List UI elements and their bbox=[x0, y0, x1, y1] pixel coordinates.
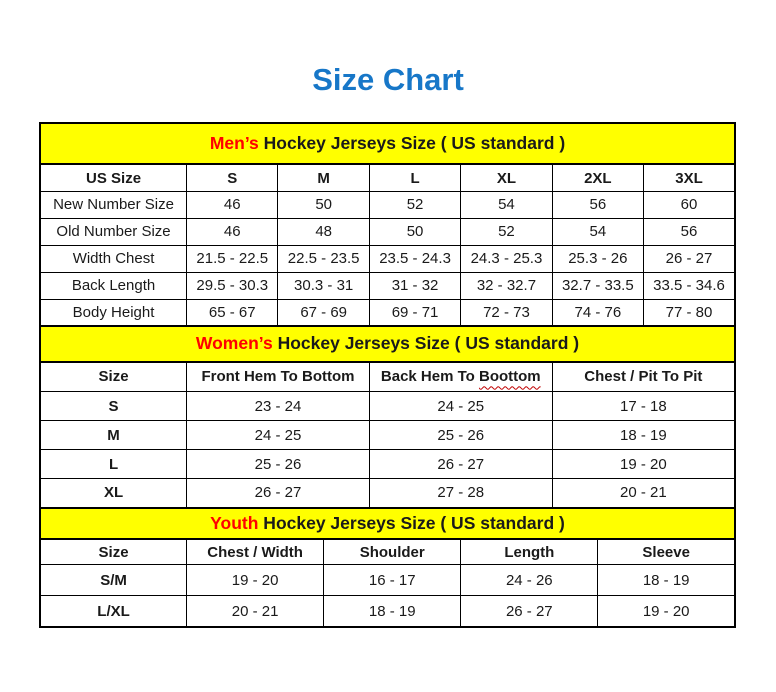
size-value-cell: 77 - 80 bbox=[644, 299, 735, 326]
table-row bbox=[40, 421, 735, 450]
womens-banner bbox=[39, 325, 736, 362]
size-value-cell: 72 - 73 bbox=[461, 299, 552, 326]
row-label: Body Height bbox=[40, 299, 187, 326]
size-value-cell: 50 bbox=[278, 191, 369, 218]
size-value-cell: 46 bbox=[187, 191, 278, 218]
size-chart-tables bbox=[39, 122, 736, 628]
mens-size-table bbox=[39, 163, 736, 327]
table-row bbox=[40, 299, 735, 326]
column-header: 2XL bbox=[552, 164, 643, 191]
mens-banner bbox=[39, 122, 736, 165]
row-label: Back Length bbox=[40, 272, 187, 299]
size-value-cell: 54 bbox=[461, 191, 552, 218]
column-header: Length bbox=[461, 539, 598, 565]
table-row bbox=[40, 479, 735, 508]
size-value-cell: 24 - 25 bbox=[187, 421, 370, 450]
column-header: Size bbox=[40, 539, 187, 565]
size-value-cell: 46 bbox=[187, 218, 278, 245]
size-value-cell: 48 bbox=[278, 218, 369, 245]
size-value-cell: 18 - 19 bbox=[324, 596, 461, 627]
column-header: Size bbox=[40, 362, 187, 392]
size-value-cell: 30.3 - 31 bbox=[278, 272, 369, 299]
size-value-cell: 29.5 - 30.3 bbox=[187, 272, 278, 299]
mens-banner-text: Hockey Jerseys Size ( US standard ) bbox=[258, 133, 566, 153]
size-value-cell: 17 - 18 bbox=[552, 392, 735, 421]
column-header: US Size bbox=[40, 164, 187, 191]
size-value-cell: 18 - 19 bbox=[598, 565, 735, 596]
row-label: S bbox=[40, 392, 187, 421]
column-header: Sleeve bbox=[598, 539, 735, 565]
size-value-cell: 32.7 - 33.5 bbox=[552, 272, 643, 299]
size-value-cell: 19 - 20 bbox=[598, 596, 735, 627]
womens-size-table bbox=[39, 361, 736, 509]
womens-banner-text: Hockey Jerseys Size ( US standard ) bbox=[272, 333, 580, 354]
size-value-cell: 32 - 32.7 bbox=[461, 272, 552, 299]
column-header: 3XL bbox=[644, 164, 735, 191]
row-label: L/XL bbox=[40, 596, 187, 627]
youth-banner-text: Hockey Jerseys Size ( US standard ) bbox=[258, 512, 565, 533]
size-value-cell: 20 - 21 bbox=[187, 596, 324, 627]
size-value-cell: 23 - 24 bbox=[187, 392, 370, 421]
size-value-cell: 33.5 - 34.6 bbox=[644, 272, 735, 299]
size-value-cell: 27 - 28 bbox=[369, 479, 552, 508]
size-value-cell: 20 - 21 bbox=[552, 479, 735, 508]
table-row bbox=[40, 392, 735, 421]
row-label: Old Number Size bbox=[40, 218, 187, 245]
size-value-cell: 50 bbox=[369, 218, 460, 245]
column-header: XL bbox=[461, 164, 552, 191]
size-value-cell: 22.5 - 23.5 bbox=[278, 245, 369, 272]
size-value-cell: 26 - 27 bbox=[369, 450, 552, 479]
header-row bbox=[40, 362, 735, 392]
table-row bbox=[40, 218, 735, 245]
column-header: L bbox=[369, 164, 460, 191]
size-value-cell: 67 - 69 bbox=[278, 299, 369, 326]
size-value-cell: 52 bbox=[369, 191, 460, 218]
size-value-cell: 74 - 76 bbox=[552, 299, 643, 326]
row-label: New Number Size bbox=[40, 191, 187, 218]
row-label: XL bbox=[40, 479, 187, 508]
size-value-cell: 31 - 32 bbox=[369, 272, 460, 299]
column-header: Back Hem To Boottom bbox=[369, 362, 552, 392]
table-row bbox=[40, 450, 735, 479]
table-row bbox=[40, 272, 735, 299]
size-value-cell: 26 - 27 bbox=[187, 479, 370, 508]
size-value-cell: 19 - 20 bbox=[552, 450, 735, 479]
column-header: Shoulder bbox=[324, 539, 461, 565]
size-value-cell: 26 - 27 bbox=[644, 245, 735, 272]
mens-banner-highlight: Men’s bbox=[209, 133, 259, 153]
column-header: Chest / Pit To Pit bbox=[552, 362, 735, 392]
table-row bbox=[40, 191, 735, 218]
size-value-cell: 25 - 26 bbox=[187, 450, 370, 479]
mens-section bbox=[39, 122, 736, 327]
row-label: S/M bbox=[40, 565, 187, 596]
youth-banner bbox=[39, 507, 736, 540]
size-value-cell: 21.5 - 22.5 bbox=[187, 245, 278, 272]
column-header: S bbox=[187, 164, 278, 191]
youth-banner-highlight: Youth bbox=[210, 512, 259, 533]
size-value-cell: 25.3 - 26 bbox=[552, 245, 643, 272]
size-value-cell: 25 - 26 bbox=[369, 421, 552, 450]
size-value-cell: 56 bbox=[552, 191, 643, 218]
size-value-cell: 16 - 17 bbox=[324, 565, 461, 596]
size-value-cell: 52 bbox=[461, 218, 552, 245]
column-header: Front Hem To Bottom bbox=[187, 362, 370, 392]
header-row bbox=[40, 539, 735, 565]
size-value-cell: 18 - 19 bbox=[552, 421, 735, 450]
size-value-cell: 23.5 - 24.3 bbox=[369, 245, 460, 272]
column-header: M bbox=[278, 164, 369, 191]
row-label: L bbox=[40, 450, 187, 479]
column-header: Chest / Width bbox=[187, 539, 324, 565]
size-value-cell: 26 - 27 bbox=[461, 596, 598, 627]
size-value-cell: 24 - 26 bbox=[461, 565, 598, 596]
misspelled-word: Boottom bbox=[478, 368, 541, 386]
page-title: Size Chart bbox=[312, 62, 464, 97]
youth-size-table bbox=[39, 538, 736, 628]
header-row bbox=[40, 164, 735, 191]
row-label: M bbox=[40, 421, 187, 450]
row-label: Width Chest bbox=[40, 245, 187, 272]
size-value-cell: 60 bbox=[644, 191, 735, 218]
size-value-cell: 19 - 20 bbox=[187, 565, 324, 596]
youth-section bbox=[39, 507, 736, 628]
table-row bbox=[40, 596, 735, 627]
size-value-cell: 24.3 - 25.3 bbox=[461, 245, 552, 272]
size-value-cell: 65 - 67 bbox=[187, 299, 278, 326]
size-value-cell: 69 - 71 bbox=[369, 299, 460, 326]
table-row bbox=[40, 245, 735, 272]
size-value-cell: 24 - 25 bbox=[369, 392, 552, 421]
womens-banner-highlight: Women’s bbox=[195, 333, 273, 354]
womens-section bbox=[39, 325, 736, 508]
size-value-cell: 56 bbox=[644, 218, 735, 245]
table-row bbox=[40, 565, 735, 596]
size-value-cell: 54 bbox=[552, 218, 643, 245]
